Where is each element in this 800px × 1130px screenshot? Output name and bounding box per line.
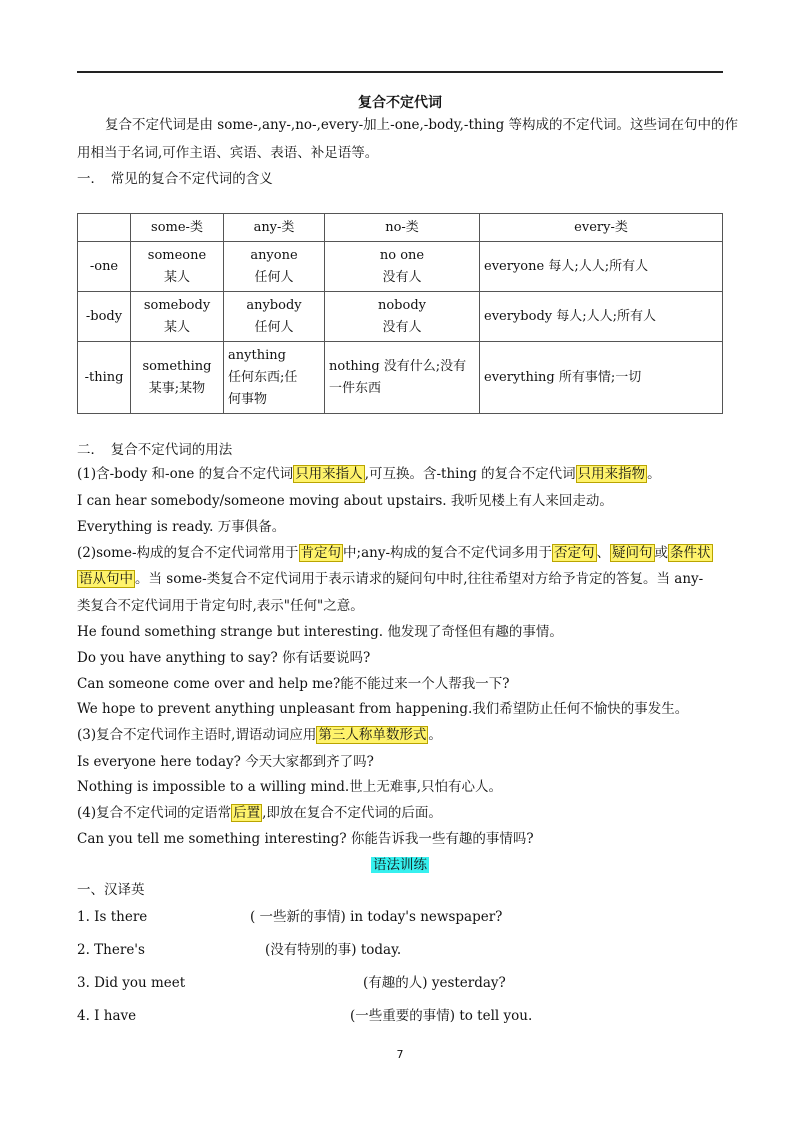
rule-text: ,即放在复合不定代词的后面。 xyxy=(262,805,442,821)
rule-text: ,可互换。含-thing 的复合不定代词 xyxy=(364,466,576,482)
highlight: 肯定句 xyxy=(300,545,342,561)
cell-word: anybody xyxy=(246,297,302,313)
rule-text: 或 xyxy=(654,545,669,561)
rule-1 xyxy=(77,464,723,484)
exercise-hint: ( 一些新的事情) in today's newspaper? xyxy=(250,909,503,925)
cell-meaning: 任何人 xyxy=(254,269,294,285)
example-sentence: I can hear somebody/someone moving about upstairs. 我听见楼上有人来回走动。 xyxy=(77,493,613,509)
cell-meaning: 一件东西 xyxy=(329,380,382,396)
exercise-hint: (没有特别的事) today. xyxy=(265,942,402,958)
highlight: 第三人称单数形式 xyxy=(318,727,427,743)
practice-title-wrap xyxy=(77,855,723,875)
exercise-prompt: 4. I have xyxy=(77,1008,137,1024)
page-title: 复合不定代词 xyxy=(358,95,442,111)
example-sentence: He found something strange but interesting. 他发现了奇怪但有趣的事情。 xyxy=(77,624,563,640)
exercise-prompt: 2. There's xyxy=(77,942,145,958)
highlight: 疑问句 xyxy=(612,545,653,561)
header-rule xyxy=(77,71,723,73)
example-sentence: Can someone come over and help me?能不能过来一个人帮我一下? xyxy=(77,676,510,692)
rule-4 xyxy=(77,803,723,823)
rule-text: 。 xyxy=(428,727,442,743)
exercise-item xyxy=(77,973,723,993)
table-cell: everybody 每人;人人;所有人 xyxy=(480,292,723,342)
example-sentence: Is everyone here today? 今天大家都到齐了吗? xyxy=(77,754,374,770)
exercise-hint: (一些重要的事情) to tell you. xyxy=(350,1008,533,1024)
rule-3 xyxy=(77,725,723,745)
rule-text: (1)含-body 和-one 的复合不定代词 xyxy=(77,466,294,482)
cell-meaning: 某人 xyxy=(163,319,190,335)
cell-meaning: 没有人 xyxy=(382,269,422,285)
exercise-item xyxy=(77,1006,723,1026)
table-cell xyxy=(224,242,325,292)
cell-meaning: 任何人 xyxy=(254,319,294,335)
table-cell xyxy=(131,242,224,292)
table-cell xyxy=(224,292,325,342)
table-cell xyxy=(325,292,480,342)
section-heading-1: 一． 常见的复合不定代词的含义 xyxy=(77,171,273,187)
rule-2-line-2 xyxy=(77,569,723,589)
intro-line-2: 用相当于名词,可作主语、宾语、表语、补足语等。 xyxy=(77,145,379,161)
table-cell xyxy=(325,242,480,292)
rule-text: 。 xyxy=(647,466,661,482)
cell-meaning: nothing 没有什么;没有 xyxy=(329,358,467,374)
highlight: 后置 xyxy=(233,805,261,821)
example-sentence: Do you have anything to say? 你有话要说吗? xyxy=(77,650,371,666)
cell-word: anyone xyxy=(250,247,298,263)
highlight: 否定句 xyxy=(554,545,595,561)
table-cell xyxy=(131,342,224,414)
cell-meaning: 某事;某物 xyxy=(148,380,206,396)
cell-word: somebody xyxy=(143,297,211,313)
row-label: -one xyxy=(78,242,131,292)
example-sentence: Can you tell me something interesting? 你能告诉我一些有趣的事情吗? xyxy=(77,831,534,847)
highlight: 只用来指人 xyxy=(295,466,363,482)
rule-2-line-3: 类复合不定代词用于肯定句时,表示"任何"之意。 xyxy=(77,598,364,614)
table-header-row xyxy=(78,214,723,242)
table-header-cell: any-类 xyxy=(224,214,325,242)
cell-word: someone xyxy=(147,247,207,263)
exercise-item xyxy=(77,907,723,927)
table-header-cell: every-类 xyxy=(480,214,723,242)
practice-title: 语法训练 xyxy=(373,857,427,873)
cell-word: nobody xyxy=(377,297,426,313)
cell-word: something xyxy=(142,358,212,374)
table-header-cell xyxy=(78,214,131,242)
table-cell: everyone 每人;人人;所有人 xyxy=(480,242,723,292)
example-sentence: Everything is ready. 万事俱备。 xyxy=(77,519,286,535)
table-header-cell: some-类 xyxy=(131,214,224,242)
cell-meaning: 没有人 xyxy=(382,319,422,335)
rule-text: (3)复合不定代词作主语时,谓语动词应用 xyxy=(77,727,317,743)
table-row xyxy=(78,292,723,342)
row-label: -thing xyxy=(78,342,131,414)
example-sentence: Nothing is impossible to a willing mind.世上无难事,只怕有心人。 xyxy=(77,779,503,795)
cell-meaning: 任何东西;任 xyxy=(228,369,298,385)
highlight: 只用来指物 xyxy=(577,466,646,482)
cell-word: anything xyxy=(228,347,286,363)
row-label: -body xyxy=(78,292,131,342)
exercise-item xyxy=(77,940,723,960)
table-header-cell: no-类 xyxy=(325,214,480,242)
rule-text: 、 xyxy=(596,545,611,561)
rule-text: 中;any-构成的复合不定代词多用于 xyxy=(343,545,553,561)
intro-line-1: 复合不定代词是由 some-,any-,no-,every-加上-one,-body,-thing 等构成的不定代词。这些词在句中的作 xyxy=(105,117,739,133)
example-sentence: We hope to prevent anything unpleasant from happening.我们希望防止任何不愉快的事发生。 xyxy=(77,701,689,717)
cell-word: no one xyxy=(379,247,425,263)
exercise-prompt: 3. Did you meet xyxy=(77,975,186,991)
table-cell xyxy=(131,292,224,342)
table-row xyxy=(78,242,723,292)
cell-meaning: 何事物 xyxy=(228,391,268,407)
rule-text: (2)some-构成的复合不定代词常用于 xyxy=(77,545,299,561)
table-cell xyxy=(224,342,325,414)
section-heading-2: 二． 复合不定代词的用法 xyxy=(77,442,233,458)
exercise-prompt: 1. Is there xyxy=(77,909,148,925)
rule-text: 。当 some-类复合不定代词用于表示请求的疑问句中时,往往希望对方给予肯定的答复。当 any- xyxy=(135,571,704,587)
practice-section-heading: 一、汉译英 xyxy=(77,882,145,898)
exercise-hint: (有趣的人) yesterday? xyxy=(363,975,506,991)
page-number: 7 xyxy=(396,1048,404,1061)
table-cell: everything 所有事情;一切 xyxy=(480,342,723,414)
table-cell xyxy=(325,342,480,414)
rule-text: (4)复合不定代词的定语常 xyxy=(77,805,232,821)
rule-2-line-1 xyxy=(77,543,723,563)
pronoun-table xyxy=(77,213,723,414)
highlight: 条件状 xyxy=(670,545,711,561)
cell-meaning: 某人 xyxy=(163,269,190,285)
table-row xyxy=(78,342,723,414)
highlight: 语从句中 xyxy=(79,571,133,587)
